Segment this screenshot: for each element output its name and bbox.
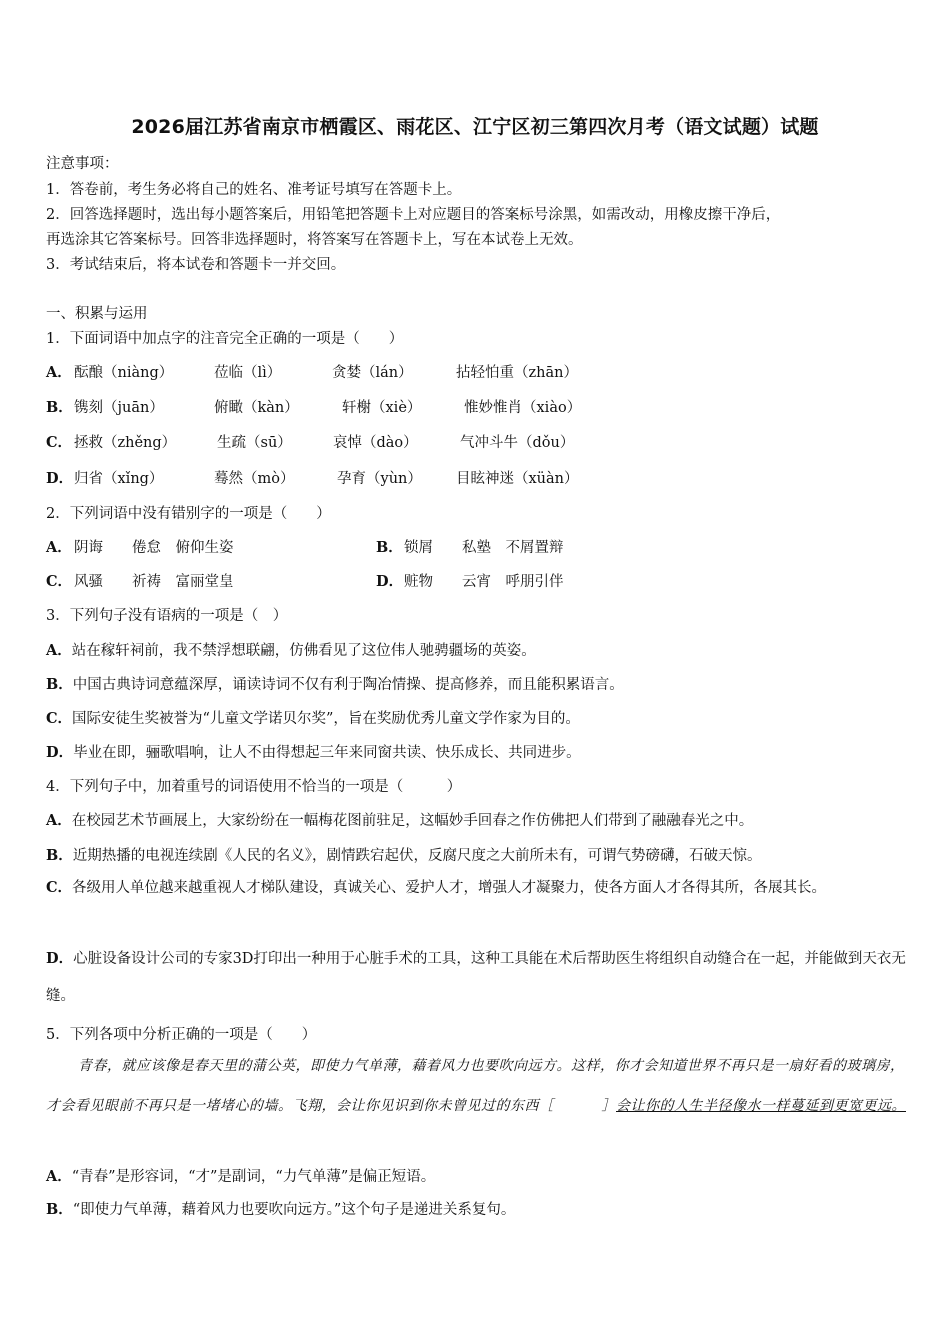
q3-option-a: [46, 639, 536, 660]
q1-a-item: 酝酿（niàng）: [74, 365, 174, 381]
question-1-stem: 1．下面词语中加点字的注音完全正确的一项是（ ）: [46, 331, 404, 347]
q1-c-item: 哀悼（dào）: [333, 435, 418, 451]
q2-option-c: 风骚 祈祷 富丽堂皇: [74, 574, 234, 590]
option-text: 站在稼轩祠前，我不禁浮想联翩，仿佛看见了这位伟人驰骋疆场的英姿。: [71, 643, 536, 659]
q2-option-d: 赃物 云宵 呼朋引伴: [404, 574, 564, 590]
q1-b-item: 俯瞰（kàn）: [214, 400, 299, 416]
q2-option-b: 锁屑 私塾 不屑置辩: [404, 540, 564, 556]
option-text: 各级用人单位越来越重视人才梯队建设，真诚关心、爱护人才，增强人才凝聚力，使各方面人才各得其所，各展其长。: [72, 880, 827, 896]
q1-a-item: 莅临（lì）: [214, 365, 282, 381]
passage-underlined: 会让你的人生半径像水一样蔓延到更宽更远。: [616, 1098, 906, 1114]
q1-option-label: B．: [46, 399, 73, 416]
q1-c-item: 生疏（sū）: [217, 435, 292, 451]
option-label: A．: [46, 812, 72, 829]
passage-text: 青春，就应该像是春天里的蒲公英，即使力气单薄，藉着风力也要吹向远方。这样，你才会知道世界不再只是一扇好看的玻璃房，才会看见眼前不再只是一堵堵心的墙。飞翔，会让你见识到你未曾见过的东西［: [46, 1058, 905, 1114]
notice-item: 2．回答选择题时，选出每小题答案后，用铅笔把答题卡上对应题目的答案标号涂黑，如需改动，用橡皮擦干净后，: [46, 207, 781, 223]
option-text: 在校园艺术节画展上，大家纷纷在一幅梅花图前驻足，这幅妙手回春之作仿佛把人们带到了融融春光之中。: [71, 813, 754, 829]
q1-d-item: 目眩神迷（xüàn）: [456, 471, 579, 487]
option-text: “即使力气单薄，藉着风力也要吹向远方。”这个句子是递进关系复句。: [72, 1202, 516, 1218]
option-text: 毕业在即，骊歌唱响，让人不由得想起三年来同窗共读、快乐成长、共同进步。: [73, 745, 581, 761]
notice-item: 1．答卷前，考生务必将自己的姓名、准考证号填写在答题卡上。: [46, 182, 462, 198]
q5-option-a: [46, 1165, 435, 1186]
option-text: 中国古典诗词意蕴深厚，诵读诗词不仅有利于陶冶情操、提高修养，而且能积累语言。: [72, 677, 624, 693]
question-5-stem: 5．下列各项中分析正确的一项是（ ）: [46, 1027, 317, 1043]
q2-option-label: D．: [376, 573, 404, 590]
q1-d-item: 归省（xǐng）: [74, 471, 164, 487]
reading-passage: [46, 1046, 908, 1126]
option-text: 心脏设备设计公司的专家3D打印出一种用于心脏手术的工具，这种工具能在术后帮助医生将组织自动缝合在一起，并能做到天衣无缝。: [46, 951, 906, 1004]
q1-option-label: A．: [46, 364, 72, 381]
q3-option-b: [46, 673, 624, 694]
q1-option-label: D．: [46, 470, 74, 487]
option-label: B．: [46, 676, 73, 693]
q4-option-c: [46, 869, 908, 907]
option-label: A．: [46, 1168, 72, 1185]
question-3-stem: 3．下列句子没有语病的一项是（ ）: [46, 608, 288, 624]
q4-option-d: [46, 940, 908, 1015]
q2-option-label: B．: [376, 539, 403, 556]
option-label: D．: [46, 950, 74, 967]
notice-item: 再选涂其它答案标号。回答非选择题时，将答案写在答题卡上，写在本试卷上无效。: [46, 232, 583, 248]
section-heading: 一、积累与运用: [46, 306, 148, 322]
q1-b-item: 惟妙惟肖（xiào）: [464, 400, 582, 416]
notice-item: 3．考试结束后，将本试卷和答题卡一并交回。: [46, 257, 346, 273]
q5-option-b: [46, 1198, 515, 1219]
option-label: A．: [46, 642, 72, 659]
q4-option-a: [46, 809, 753, 830]
q4-option-b: [46, 844, 762, 865]
q2-option-a: 阴诲 倦怠 俯仰生姿: [74, 540, 234, 556]
option-label: B．: [46, 847, 73, 864]
q1-option-label: C．: [46, 434, 73, 451]
question-4-stem: 4．下列句子中，加着重号的词语使用不恰当的一项是（ ）: [46, 779, 462, 795]
q1-c-item: 气冲斗牛（dǒu）: [460, 435, 575, 451]
q1-c-item: 拯救（zhěng）: [74, 435, 177, 451]
q1-d-item: 孕育（yùn）: [337, 471, 422, 487]
q1-a-item: 拈轻怕重（zhān）: [456, 365, 578, 381]
q2-option-label: A．: [46, 539, 72, 556]
option-label: D．: [46, 744, 74, 761]
q1-b-item: 镌刻（juān）: [74, 400, 164, 416]
q3-option-d: [46, 741, 581, 762]
q3-option-c: [46, 707, 580, 728]
page-title: 2026届江苏省南京市栖霞区、雨花区、江宁区初三第四次月考（语文试题）试题: [131, 116, 819, 138]
option-label: C．: [46, 710, 73, 727]
passage-bracket-end: ］: [601, 1098, 616, 1114]
notice-heading: 注意事项：: [46, 156, 119, 172]
q1-a-item: 贪婪（lán）: [332, 365, 413, 381]
q2-option-label: C．: [46, 573, 73, 590]
option-label: C．: [46, 879, 73, 896]
option-label: B．: [46, 1201, 73, 1218]
option-text: “青春”是形容词，“才”是副词，“力气单薄”是偏正短语。: [71, 1169, 436, 1185]
q1-d-item: 蓦然（mò）: [214, 471, 295, 487]
q1-b-item: 轩榭（xiè）: [342, 400, 422, 416]
option-text: 近期热播的电视连续剧《人民的名义》，剧情跌宕起伏，反腐尺度之大前所未有，可谓气势磅礴，石破天惊。: [72, 848, 762, 864]
question-2-stem: 2．下列词语中没有错别字的一项是（ ）: [46, 506, 331, 522]
option-text: 国际安徒生奖被誉为“儿童文学诺贝尔奖”，旨在奖励优秀儿童文学作家为目的。: [72, 711, 580, 727]
